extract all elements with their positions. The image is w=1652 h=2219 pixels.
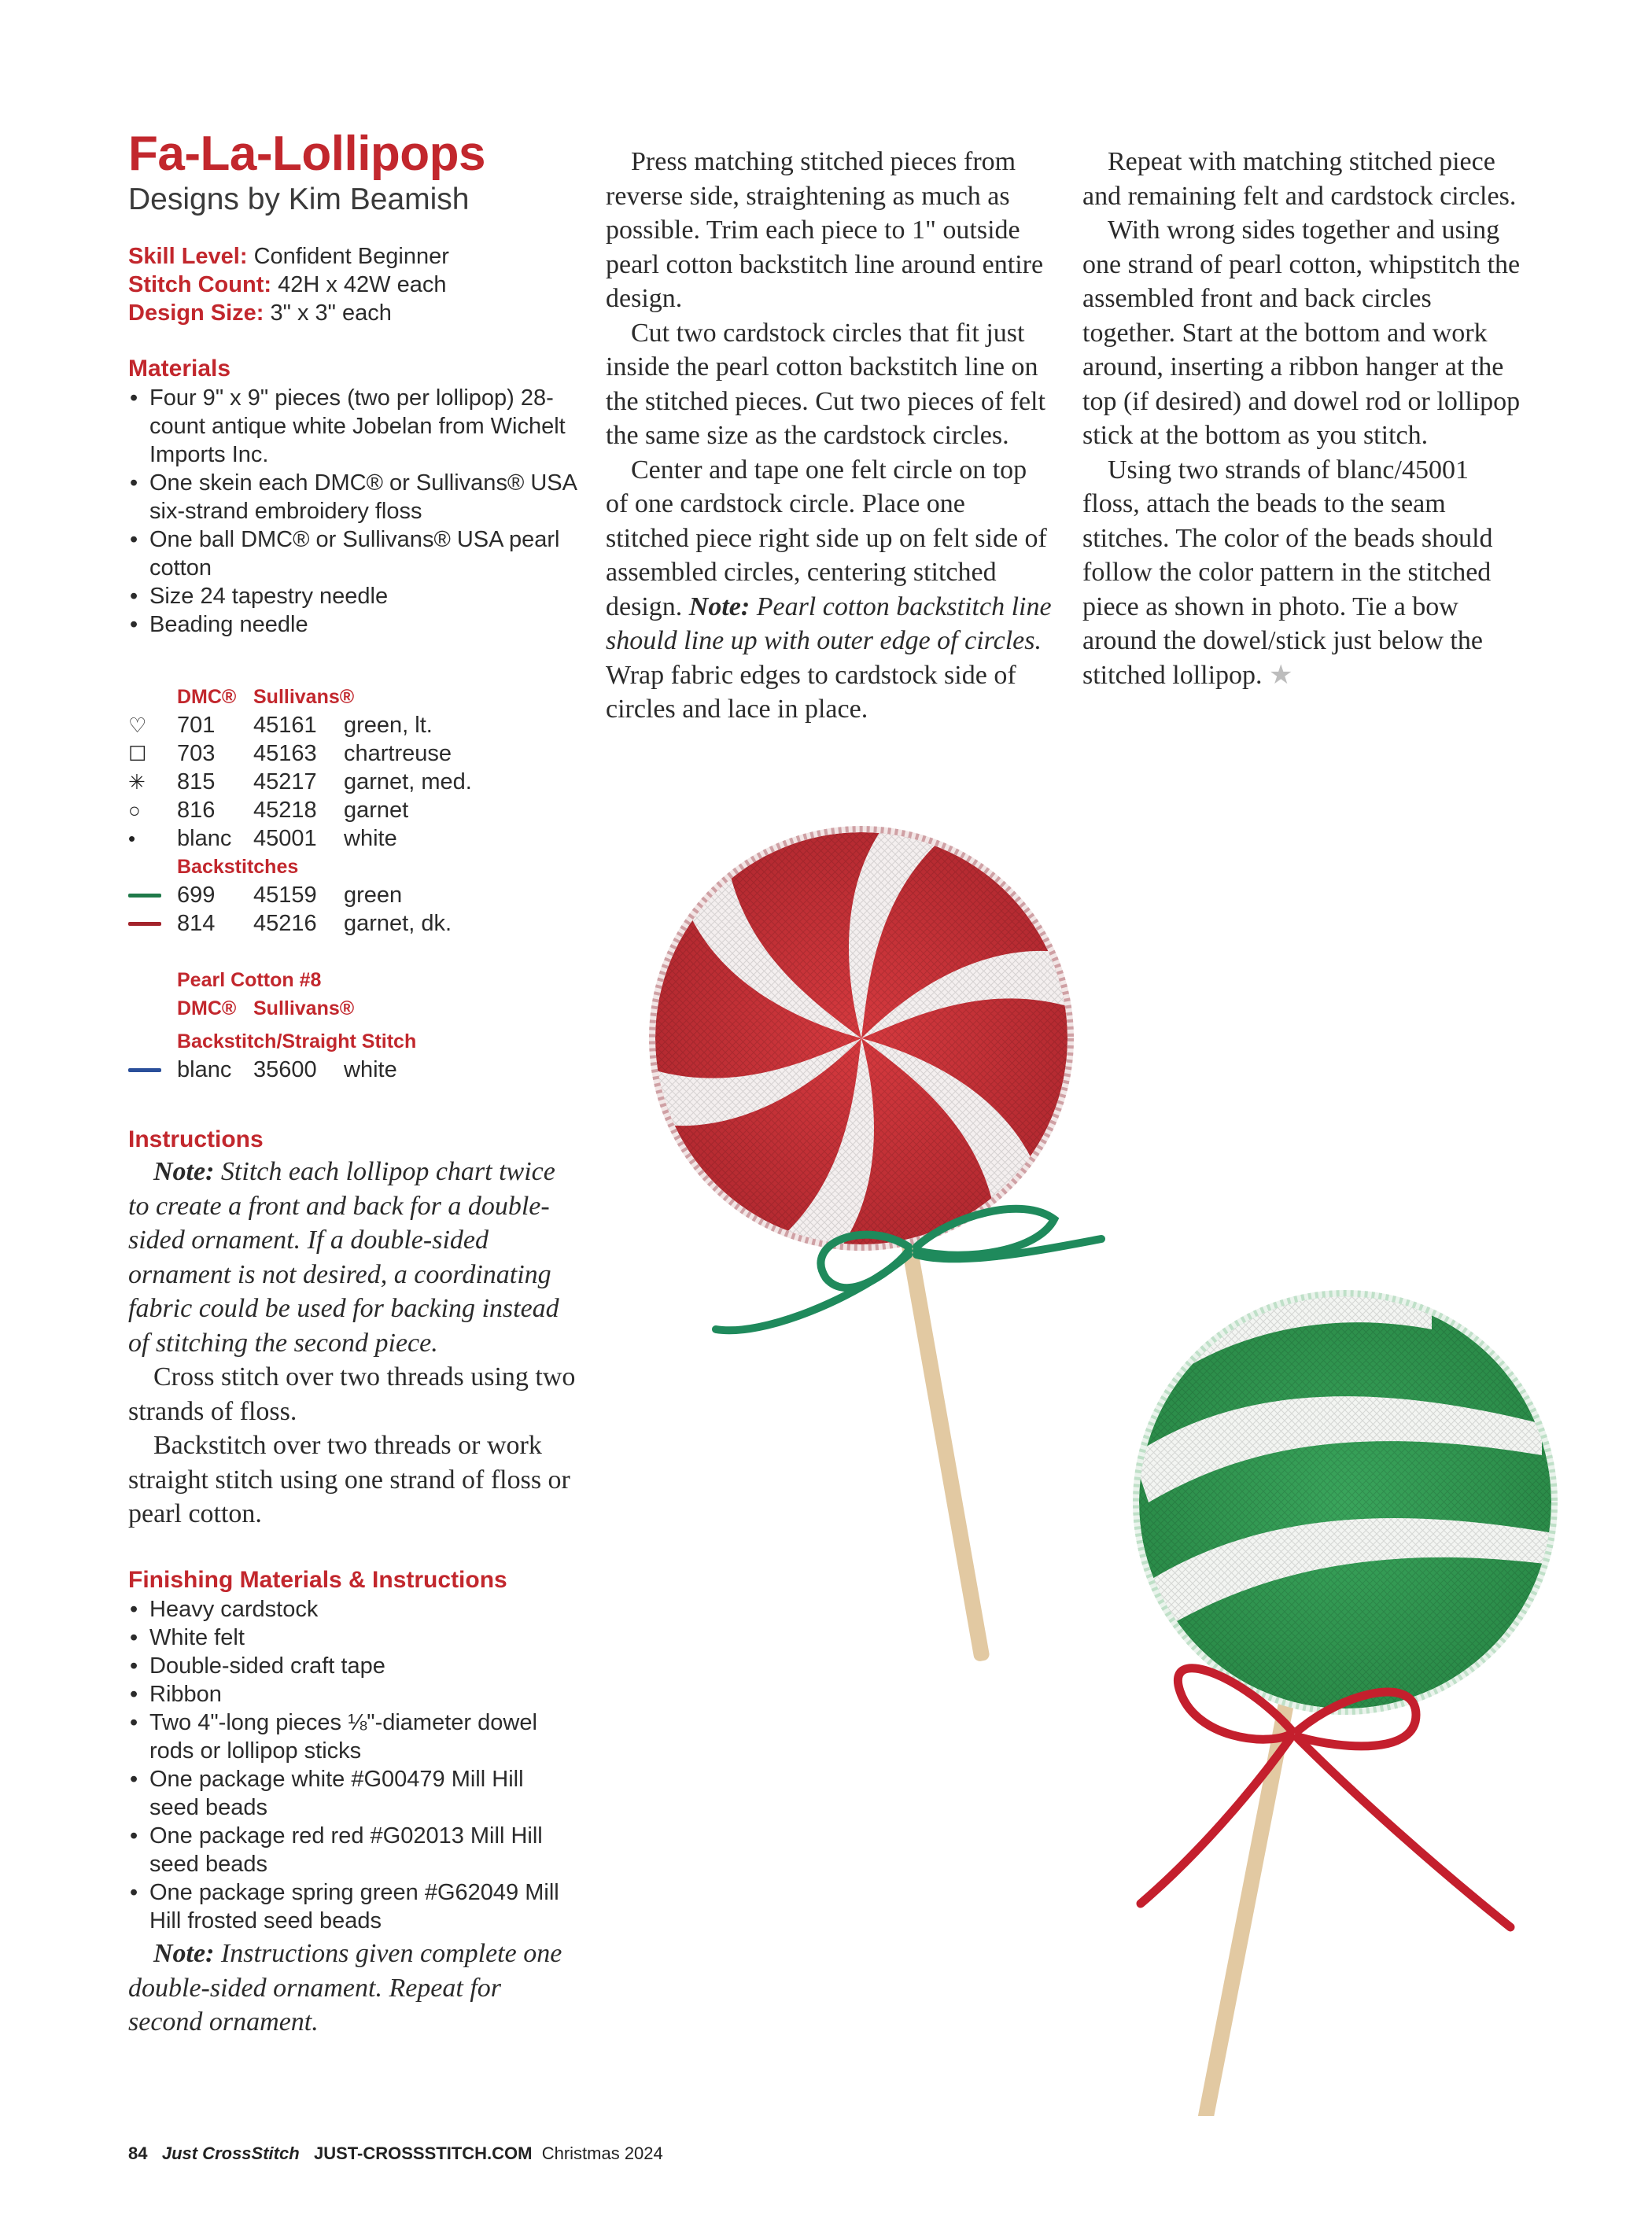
paragraph: Press matching stitched pieces from reverse side, straightening as much as possible. Trim each piece to 1" outside pearl cotton backstitch line around entire design. (606, 147, 1044, 313)
list-item: • One package red red #G02013 Mill Hill seed beads (128, 1822, 577, 1878)
list-item: • Heavy cardstock (128, 1595, 577, 1624)
table-row: ♡ 701 45161 green, lt. (128, 712, 433, 738)
list-item: • Double-sided craft tape (128, 1652, 577, 1680)
design-size: Design Size: 3" x 3" each (128, 300, 392, 326)
dot-symbol-icon: • (128, 826, 136, 850)
paragraph: Cut two cardstock circles that fit just inside the pearl cotton backstitch line on the stitched pieces. Cut two pieces of felt the same size as the cardstock circles. (606, 318, 1045, 450)
pearl-cotton-heading: Pearl Cotton #8 (177, 969, 322, 991)
list-item: • One package spring green #G62049 Mill Hill frosted seed beads (128, 1878, 577, 1935)
red-line-icon (128, 922, 177, 926)
skill-level: Skill Level: Confident Beginner (128, 244, 449, 269)
finishing-heading: Finishing Materials & Instructions (128, 1567, 507, 1593)
backstitches-heading: Backstitches (177, 856, 299, 878)
magazine-name: Just CrossStitch (161, 2143, 300, 2163)
list-item: • Beading needle (128, 610, 577, 639)
list-item: • Size 24 tapestry needle (128, 582, 577, 610)
list-item: • Four 9" x 9" pieces (two per lollipop) 28-count antique white Jobelan from Wichelt Imports Inc. (128, 384, 577, 469)
paragraph: With wrong sides together and using one strand of pearl cotton, whipstitch the assembled front and back circles together. Start at the bottom and work around, inserting a ribbon hanger at the top (if desired) and dowel rod or lollipop stick at the bottom as you stitch. (1082, 216, 1521, 450)
finishing-section (128, 1565, 577, 2040)
table-row: 699 45159 green (128, 881, 577, 909)
instructions-section (128, 1125, 577, 1532)
pearl-column-heads: DMC® Sullivans® (177, 997, 355, 1019)
blue-line-icon (128, 1068, 177, 1072)
end-star-icon: ★ (1269, 660, 1293, 690)
key-column-heads: DMC® Sullivans® (177, 686, 355, 708)
table-row: ☐ 703 45163 chartreuse (128, 740, 452, 766)
materials-list (128, 384, 577, 639)
square-symbol-icon: ☐ (128, 741, 147, 765)
left-column (128, 242, 577, 639)
red-lollipop-stick (897, 1218, 990, 1662)
page-number: 84 (128, 2143, 148, 2163)
red-lollipop (645, 826, 1086, 1266)
red-ribbon-bow (1141, 1668, 1510, 1927)
finishing-note: Note: Instructions given complete one double-sided ornament. Repeat for second ornament. (128, 1939, 562, 2037)
color-key (128, 683, 577, 1084)
asterisk-symbol-icon: ✳ (128, 769, 146, 794)
paragraph: Center and tape one felt circle on top of one cardstock circle. Place one stitched piece right side up on felt side of assembled circles, centering stitched design. Note: Pearl cotton backstitch line should line up with outer edge of circles. Wrap fabric edges to cardstock side of circles and lace in place. (606, 455, 1052, 724)
list-item: • Two 4"-long pieces ⅛"-diameter dowel rods or lollipop sticks (128, 1708, 577, 1765)
instructions-note: Note: Stitch each lollipop chart twice to create a front and back for a double-sided ornament. If a double-sided ornament is not desired, a coordinating fabric could be used for backing instead of stitching the second piece. (128, 1157, 559, 1358)
list-item: • Ribbon (128, 1680, 577, 1708)
stitch-count: Stitch Count: 42H x 42W each (128, 272, 447, 297)
page-footer (128, 2143, 663, 2164)
table-row: blanc 35600 white (128, 1056, 577, 1084)
issue-date: Christmas 2024 (541, 2143, 663, 2163)
pearl-subheading: Backstitch/Straight Stitch (177, 1030, 417, 1052)
paragraph: Using two strands of blanc/45001 floss, attach the beads to the seam stitches. The color of the beads should follow the color pattern in the stitched piece as shown in photo. Tie a bow around the dowel/stick just below the stitched lollipop. ★ (1082, 455, 1493, 690)
finishing-list (128, 1595, 577, 1935)
list-item: • White felt (128, 1624, 577, 1652)
list-item: • One skein each DMC® or Sullivans® USA six-strand embroidery floss (128, 469, 577, 525)
instructions-body (128, 1155, 577, 1532)
green-lollipop (1117, 1285, 1558, 1731)
list-item: • One ball DMC® or Sullivans® USA pearl cotton (128, 525, 577, 582)
circle-symbol-icon: ○ (128, 798, 141, 822)
paragraph: Backstitch over two threads or work straight stitch using one strand of floss or pearl cotton. (128, 1431, 570, 1528)
paragraph: Cross stitch over two threads using two strands of floss. (128, 1362, 576, 1426)
table-row: ✳ 815 45217 garnet, med. (128, 769, 472, 794)
lollipop-photo (598, 826, 1558, 2116)
materials-heading: Materials (128, 356, 231, 382)
page-title: Fa-La-Lollipops (128, 127, 486, 181)
site-url: JUST-CROSSSTITCH.COM (314, 2143, 533, 2163)
table-row: ○ 816 45218 garnet (128, 797, 409, 823)
middle-column (606, 145, 1054, 727)
paragraph: Repeat with matching stitched piece and remaining felt and cardstock circles. (1082, 147, 1517, 211)
table-row: 814 45216 garnet, dk. (128, 909, 577, 938)
designer-credit: Designs by Kim Beamish (128, 182, 470, 216)
heart-symbol-icon: ♡ (128, 713, 147, 737)
green-line-icon (128, 894, 177, 898)
right-column (1082, 145, 1523, 692)
table-row: • blanc 45001 white (128, 825, 397, 851)
list-item: • One package white #G00479 Mill Hill seed beads (128, 1765, 577, 1822)
instructions-heading: Instructions (128, 1126, 264, 1152)
